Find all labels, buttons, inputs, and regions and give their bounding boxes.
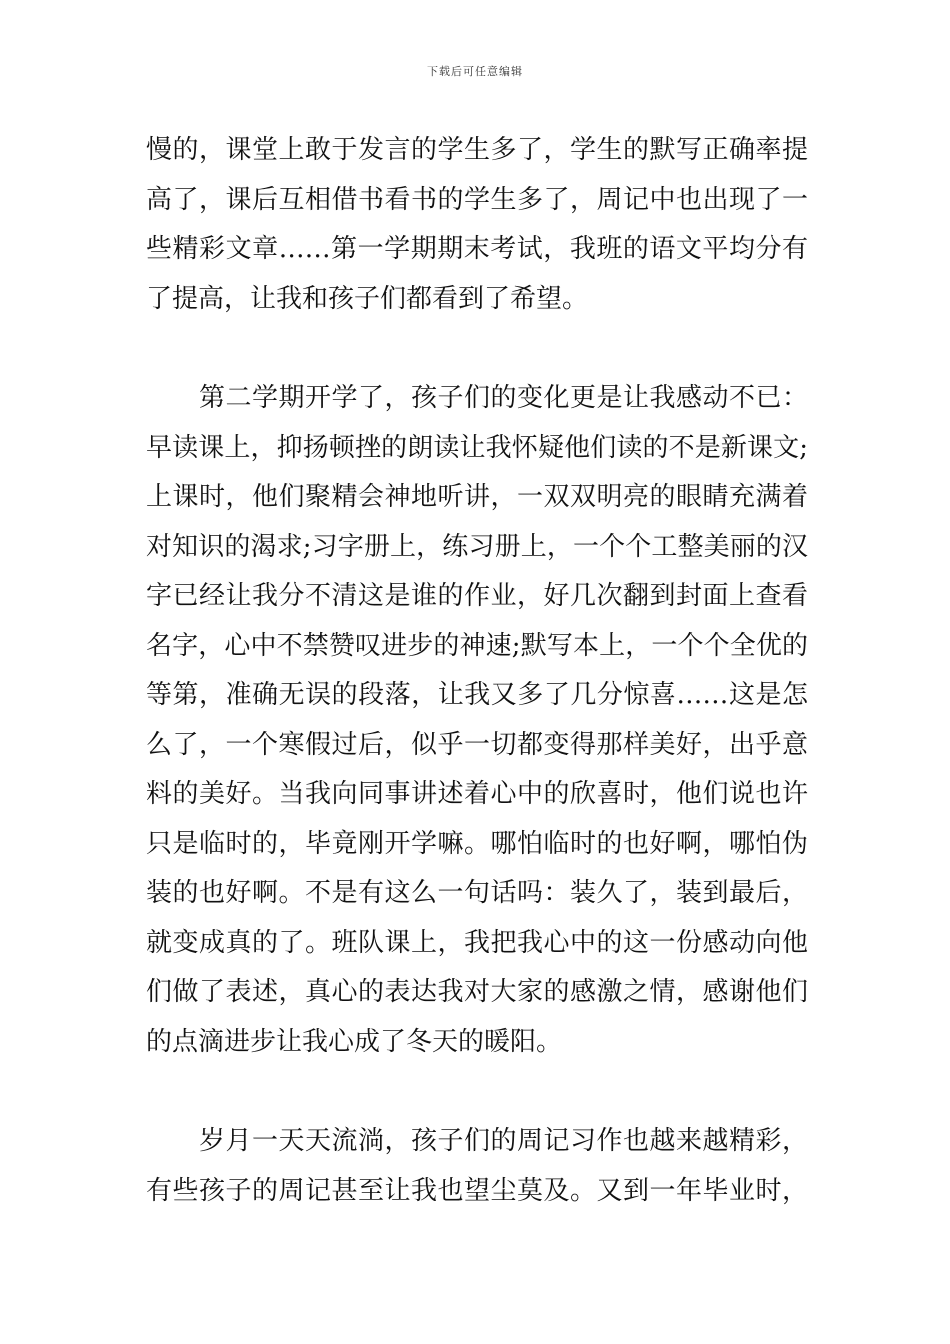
text-line: 岁月一天天流淌，孩子们的周记习作也越来越精彩，	[146, 1126, 808, 1156]
text-line: 么了，一个寒假过后，似乎一切都变得那样美好，出乎意	[146, 729, 808, 760]
text-line: 等第，准确无误的段落，让我又多了几分惊喜……这是怎	[146, 680, 808, 710]
paragraph-2	[146, 374, 808, 1067]
text-line: 慢的，课堂上敢于发言的学生多了，学生的默写正确率提	[146, 135, 808, 165]
paragraph-gap	[146, 1067, 808, 1117]
text-line: 有些孩子的周记甚至让我也望尘莫及。又到一年毕业时，	[146, 1175, 808, 1206]
text-line: 上课时，他们聚精会神地听讲，一双双明亮的眼睛充满着	[146, 482, 808, 512]
page-header: 下载后可任意编辑	[427, 65, 523, 78]
paragraph-gap	[146, 324, 808, 374]
body-text	[146, 126, 808, 1216]
text-line: 的点滴进步让我心成了冬天的暖阳。	[146, 1026, 563, 1057]
paragraph-1	[146, 126, 808, 324]
paragraph-3	[146, 1117, 808, 1216]
text-line: 早读课上，抑扬顿挫的朗读让我怀疑他们读的不是新课文;	[146, 432, 808, 463]
text-line: 就变成真的了。班队课上，我把我心中的这一份感动向他	[146, 927, 808, 958]
text-line: 对知识的渴求;习字册上，练习册上，一个个工整美丽的汉	[146, 531, 808, 562]
text-line: 装的也好啊。不是有这么一句话吗：装久了，装到最后，	[146, 878, 808, 908]
text-line: 了提高，让我和孩子们都看到了希望。	[146, 283, 589, 314]
text-line: 些精彩文章……第一学期期末考试，我班的语文平均分有	[146, 234, 808, 264]
text-line: 名字，心中不禁赞叹进步的神速;默写本上，一个个全优的	[146, 630, 808, 661]
text-line: 高了，课后互相借书看书的学生多了，周记中也出现了一	[146, 184, 808, 215]
text-line: 第二学期开学了，孩子们的变化更是让我感动不已：	[146, 383, 808, 413]
text-line: 料的美好。当我向同事讲述着心中的欣喜时，他们说也许	[146, 779, 808, 809]
text-line: 字已经让我分不清这是谁的作业，好几次翻到封面上查看	[146, 581, 808, 611]
text-line: 只是临时的，毕竟刚开学嘛。哪怕临时的也好啊，哪怕伪	[146, 828, 808, 859]
text-line: 们做了表述，真心的表达我对大家的感激之情，感谢他们	[146, 977, 808, 1007]
